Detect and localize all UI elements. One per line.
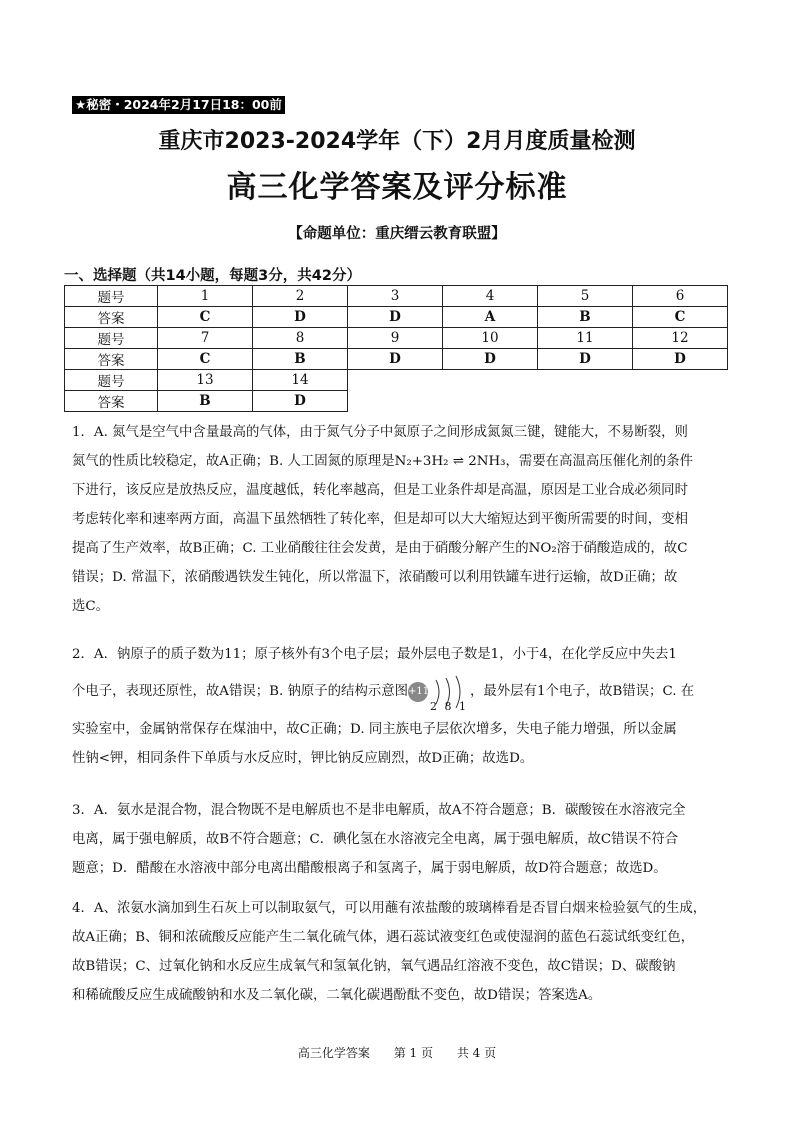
answer-cell: D: [253, 307, 348, 328]
footer-page-total: 共 4 页: [456, 1046, 497, 1060]
answer-cell: D: [348, 349, 443, 370]
text-line: 题意；D．醋酸在水溶液中部分电离出醋酸根离子和氢离子，属于弱电解质，故D符合题意；故选D。: [72, 861, 667, 876]
question-number: 9: [348, 328, 443, 349]
text-line: 下进行，该反应是放热反应，温度越低，转化率越高，但是工业条件却是高温，原因是工业合成必须同时: [72, 483, 688, 498]
text-line: 电离，属于强电解质，故B不符合题意；C．碘化氢在水溶液完全电离，属于强电解质，故C错误不符合: [72, 832, 679, 847]
empty-cell: [633, 370, 728, 391]
table-row: [65, 370, 728, 391]
text-line: 提高了生产效率，故B正确；C. 工业硝酸往往会发黄，是由于硝酸分解产生的NO₂溶于硝酸造成的，故C: [72, 541, 688, 556]
text-line: 3．A．氨水是混合物，混合物既不是电解质也不是非电解质，故A不符合题意；B．碳酸铵在水溶液完全: [72, 803, 686, 818]
question-number: 14: [253, 370, 348, 391]
question-number: 6: [633, 286, 728, 307]
answer-cell: B: [253, 349, 348, 370]
footer-page-number: 第 1 页: [393, 1046, 433, 1060]
answer-cell: B: [158, 391, 253, 412]
answer-cell: C: [158, 307, 253, 328]
text-segment: ，最外层有1个电子，故B错误；C. 在: [470, 684, 695, 699]
table-row: [65, 307, 728, 328]
row-label: 题号: [65, 328, 158, 349]
explanation-q2: [72, 640, 732, 773]
sodium-atom-diagram: [408, 672, 470, 712]
question-number: 4: [443, 286, 538, 307]
answer-cell: D: [348, 307, 443, 328]
empty-cell: [538, 370, 633, 391]
row-label: 题号: [65, 286, 158, 307]
answer-cell: B: [538, 307, 633, 328]
question-number: 2: [253, 286, 348, 307]
electron-shell-counts: 2 8 1: [430, 699, 469, 713]
text-line: 故B错误；C、过氧化钠和水反应生成氧气和氢氧化钠，氧气遇品红溶液不变色，故C错误；D、碳酸钠: [72, 959, 676, 974]
section-heading-choice: 一、选择题（共14小题，每题3分，共42分）: [64, 268, 361, 284]
table-row: [65, 328, 728, 349]
text-line: 实验室中，金属钠常保存在煤油中，故C正确；D. 同主族电子层依次增多，失电子能力增强，所以金属: [72, 722, 677, 737]
table-row: [65, 391, 728, 412]
explanation-q3: [72, 796, 732, 883]
text-line: 错误；D. 常温下，浓硝酸遇铁发生钝化，所以常温下，浓硝酸可以利用铁罐车进行运输，故D正确；故: [72, 570, 678, 585]
empty-cell: [443, 391, 538, 412]
question-number: 5: [538, 286, 633, 307]
confidential-label: ★秘密・2024年2月17日18：00前: [72, 96, 285, 114]
footer-doc-name: 高三化学答案: [297, 1046, 370, 1060]
nucleus-circle: +11: [408, 682, 428, 702]
text-line: 4．A、浓氨水滴加到生石灰上可以制取氨气，可以用蘸有浓盐酸的玻璃棒看是否冒白烟来检验氨气的生成，: [72, 901, 707, 916]
text-segment: 个电子，表现还原性，故A错误；B. 钠原子的结构示意图: [72, 684, 409, 699]
empty-cell: [443, 370, 538, 391]
question-number: 3: [348, 286, 443, 307]
answer-cell: D: [538, 349, 633, 370]
answer-cell: D: [253, 391, 348, 412]
issuing-unit: 【命题单位：重庆缙云教育联盟】: [288, 226, 506, 242]
answer-title: 高三化学答案及评分标准: [226, 170, 568, 205]
text-line: 考虑转化率和速率两方面，高温下虽然牺牲了转化率，但是却可以大大缩短达到平衡所需要的时间，变相: [72, 512, 688, 527]
question-number: 1: [158, 286, 253, 307]
page-footer: [0, 1044, 794, 1061]
text-line: 和稀硫酸反应生成硫酸钠和水及二氧化碳，二氧化碳遇酚酞不变色，故D错误；答案选A。: [72, 988, 602, 1003]
row-label: 题号: [65, 370, 158, 391]
question-number: 8: [253, 328, 348, 349]
row-label: 答案: [65, 391, 158, 412]
text-line: 2．A．钠原子的质子数为11；原子核外有3个电子层；最外层电子数是1，小于4，在化学反应中失去1: [72, 647, 677, 662]
table-row: [65, 349, 728, 370]
answer-cell: C: [633, 307, 728, 328]
question-number: 10: [443, 328, 538, 349]
text-line: 选C。: [72, 599, 110, 614]
answer-cell: C: [158, 349, 253, 370]
text-line: 1．A. 氮气是空气中含量最高的气体，由于氮气分子中氮原子之间形成氮氮三键，键能大，不易断裂，则: [72, 425, 688, 440]
question-number: 7: [158, 328, 253, 349]
empty-cell: [538, 391, 633, 412]
answer-cell: A: [443, 307, 538, 328]
empty-cell: [348, 391, 443, 412]
empty-cell: [633, 391, 728, 412]
text-line: 氮气的性质比较稳定，故A正确；B. 人工固氮的原理是N₂+3H₂ ⇌ 2NH₃，需要在高温高压催化剂的条件: [72, 454, 693, 469]
answer-cell: D: [633, 349, 728, 370]
table-row: [65, 286, 728, 307]
exam-title: 重庆市2023-2024学年（下）2月月度质量检测: [158, 129, 636, 154]
row-label: 答案: [65, 307, 158, 328]
explanation-q4: [72, 894, 732, 1010]
answer-table: [64, 285, 728, 412]
text-line: 故A正确；B、铜和浓硫酸反应能产生二氧化硫气体，遇石蕊试液变红色或使湿润的蓝色石蕊试纸变红色，: [72, 930, 695, 945]
question-number: 12: [633, 328, 728, 349]
text-line: [72, 669, 732, 715]
question-number: 11: [538, 328, 633, 349]
explanation-q1: [72, 418, 732, 621]
empty-cell: [348, 370, 443, 391]
text-line: 性钠<钾，相同条件下单质与水反应时，钾比钠反应剧烈，故D正确；故选D。: [72, 751, 534, 766]
row-label: 答案: [65, 349, 158, 370]
question-number: 13: [158, 370, 253, 391]
answer-cell: D: [443, 349, 538, 370]
